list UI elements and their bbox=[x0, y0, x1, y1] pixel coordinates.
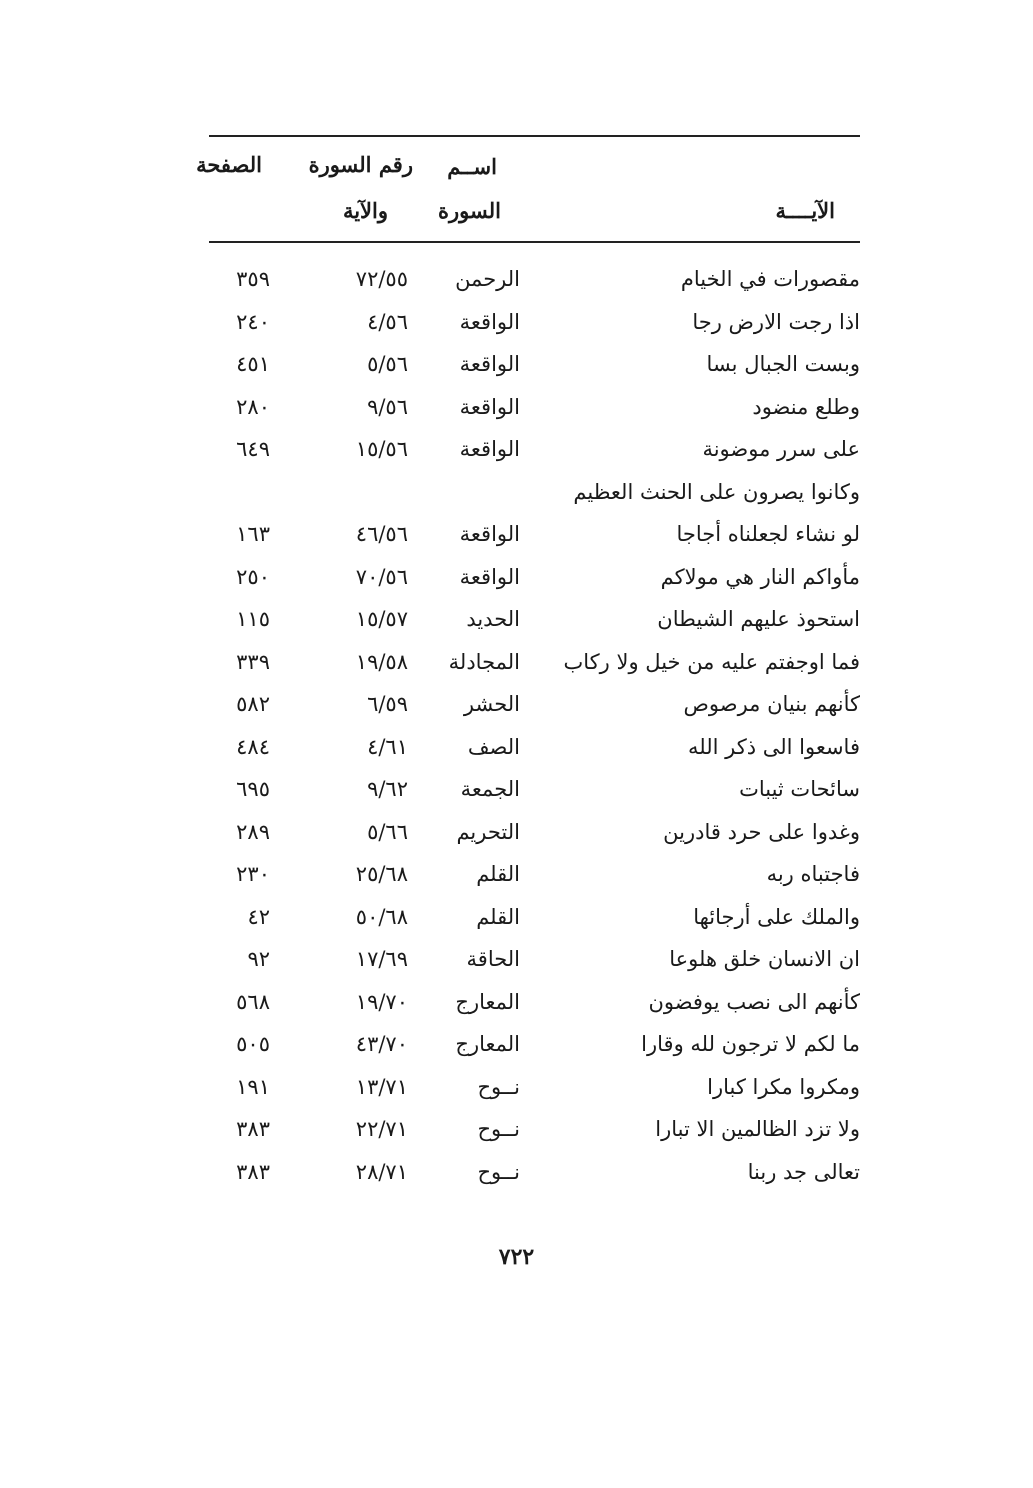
page-cell: ٣٣٩ bbox=[236, 649, 270, 674]
table-row bbox=[209, 602, 860, 636]
ayah-cell: استحوذ عليهم الشيطان bbox=[657, 607, 860, 631]
page-cell: ٦٤٩ bbox=[236, 437, 270, 461]
header-ref-line1: رقم السورة bbox=[308, 152, 413, 177]
table-row bbox=[209, 1027, 860, 1061]
ref-cell: ١٩/٥٨ bbox=[355, 649, 408, 674]
table-row bbox=[209, 687, 860, 721]
table-row bbox=[209, 815, 860, 849]
ref-cell: ١٥/٥٧ bbox=[355, 607, 408, 631]
page-cell: ٢٥٠ bbox=[236, 564, 270, 589]
surah-cell: الحديد bbox=[466, 607, 520, 631]
surah-cell: نــوح bbox=[477, 1159, 520, 1184]
ayah-cell: وبست الجبال بسا bbox=[706, 352, 860, 376]
table-row bbox=[209, 517, 860, 551]
ref-cell: ٧٢/٥٥ bbox=[355, 267, 408, 291]
surah-cell: الصف bbox=[467, 734, 520, 759]
table-row bbox=[209, 900, 860, 934]
ayah-cell: مأواكم النار هي مولاكم bbox=[660, 564, 860, 589]
ref-cell: ٢٥/٦٨ bbox=[355, 862, 408, 886]
table-row bbox=[209, 390, 860, 424]
table-row bbox=[209, 985, 860, 1019]
ayah-cell: ومكروا مكرا كبارا bbox=[707, 1074, 860, 1099]
page-cell: ٣٨٣ bbox=[236, 1117, 270, 1141]
table-row bbox=[209, 560, 860, 594]
table-row bbox=[209, 730, 860, 764]
header-ref-line2: والآية bbox=[342, 198, 388, 223]
page-cell: ٣٨٣ bbox=[236, 1159, 270, 1184]
ayah-cell: كأنهم بنيان مرصوص bbox=[683, 692, 860, 716]
ref-cell: ١٥/٥٦ bbox=[355, 437, 408, 461]
ayah-cell: وطلع منضود bbox=[752, 394, 860, 419]
header-surah-line1: اســم bbox=[447, 154, 497, 179]
surah-cell: المعارج bbox=[455, 989, 520, 1014]
header-surah-line2: السورة bbox=[438, 198, 501, 223]
page-cell: ٩٢ bbox=[247, 947, 270, 971]
surah-cell: الواقعة bbox=[459, 352, 520, 376]
ref-cell: ٥/٦٦ bbox=[367, 819, 408, 844]
ref-cell: ١٣/٧١ bbox=[355, 1074, 408, 1099]
ayah-cell: ولا تزد الظالمين الا تبارا bbox=[655, 1117, 860, 1141]
page-cell: ٢٨٠ bbox=[236, 394, 270, 419]
ref-cell: ١٩/٧٠ bbox=[355, 989, 408, 1014]
ref-cell: ١٧/٦٩ bbox=[355, 947, 408, 971]
surah-cell: المجادلة bbox=[448, 649, 520, 674]
surah-cell: الجمعة bbox=[460, 777, 520, 801]
ref-cell: ٤/٥٦ bbox=[367, 309, 408, 334]
ref-cell: ٥/٥٦ bbox=[367, 352, 408, 376]
table-row bbox=[209, 857, 860, 891]
ayah-cell: كأنهم الى نصب يوفضون bbox=[648, 989, 860, 1014]
page-cell: ٦٩٥ bbox=[236, 777, 270, 801]
table-row bbox=[209, 305, 860, 339]
page-cell: ٢٨٩ bbox=[236, 819, 270, 844]
table-row bbox=[209, 1112, 860, 1146]
surah-cell: نــوح bbox=[477, 1117, 520, 1141]
page-cell: ٤٢ bbox=[247, 904, 270, 929]
ayah-cell: وغدوا على حرد قادرين bbox=[663, 819, 860, 844]
ref-cell: ٦/٥٩ bbox=[367, 692, 408, 716]
page-cell: ١٦٣ bbox=[236, 522, 270, 546]
header-page: الصفحة bbox=[196, 152, 262, 177]
ref-cell: ٩/٦٢ bbox=[367, 777, 408, 801]
ref-cell: ٥٠/٦٨ bbox=[355, 904, 408, 929]
table-row bbox=[209, 772, 860, 806]
page-cell: ٤٥١ bbox=[236, 352, 270, 376]
table-row bbox=[209, 942, 860, 976]
page-cell: ٥٨٢ bbox=[236, 692, 270, 716]
surah-cell: نــوح bbox=[477, 1074, 520, 1099]
ayah-cell: ما لكم لا ترجون لله وقارا bbox=[641, 1032, 860, 1056]
page-cell: ٣٥٩ bbox=[236, 267, 270, 291]
table-row bbox=[209, 645, 860, 679]
surah-cell: القلم bbox=[476, 904, 520, 929]
ref-cell: ٢٢/٧١ bbox=[355, 1117, 408, 1141]
page-cell: ٢٣٠ bbox=[236, 862, 270, 886]
table-row bbox=[209, 432, 860, 466]
header-rule bbox=[209, 241, 860, 243]
surah-cell: الرحمن bbox=[455, 267, 520, 291]
ayah-cell: والملك على أرجائها bbox=[693, 904, 860, 929]
ayah-cell: تعالى جد ربنا bbox=[747, 1159, 860, 1184]
ref-cell: ٩/٥٦ bbox=[367, 394, 408, 419]
surah-cell: الواقعة bbox=[459, 309, 520, 334]
page-cell: ٢٤٠ bbox=[236, 309, 270, 334]
ref-cell: ٢٨/٧١ bbox=[355, 1159, 408, 1184]
table-row bbox=[209, 1070, 860, 1104]
ref-cell: ٧٠/٥٦ bbox=[355, 564, 408, 589]
ayah-cell: وكانوا يصرون على الحنث العظيم bbox=[573, 479, 860, 504]
page-cell: ٥٠٥ bbox=[236, 1032, 270, 1056]
surah-cell: القلم bbox=[476, 862, 520, 886]
top-rule bbox=[209, 135, 860, 137]
ayah-cell: اذا رجت الارض رجا bbox=[692, 309, 860, 334]
surah-cell: التحريم bbox=[456, 819, 520, 844]
surah-cell: الحشر bbox=[463, 692, 520, 716]
table-row bbox=[209, 347, 860, 381]
surah-cell: الواقعة bbox=[459, 564, 520, 589]
header-ayah: الآيــــة bbox=[775, 198, 835, 223]
surah-cell: الحاقة bbox=[466, 947, 520, 971]
page-cell: ١٩١ bbox=[236, 1074, 270, 1099]
ref-cell: ٤٦/٥٦ bbox=[355, 522, 408, 546]
ayah-cell: سائحات ثيبات bbox=[739, 777, 860, 801]
ayah-cell: فاسعوا الى ذكر الله bbox=[688, 734, 860, 759]
page-number: ٧٢٢ bbox=[498, 1244, 535, 1270]
ayah-cell: فاجتباه ربه bbox=[766, 862, 860, 886]
table-row bbox=[209, 1155, 860, 1189]
ayah-cell: فما اوجفتم عليه من خيل ولا ركاب bbox=[563, 649, 860, 674]
ayah-cell: مقصورات في الخيام bbox=[680, 267, 860, 291]
surah-cell: المعارج bbox=[455, 1032, 520, 1056]
ref-cell: ٤/٦١ bbox=[367, 734, 408, 759]
table-row bbox=[209, 475, 860, 509]
page-cell: ٤٨٤ bbox=[236, 734, 270, 759]
surah-cell: الواقعة bbox=[459, 522, 520, 546]
page-cell: ١١٥ bbox=[236, 607, 270, 631]
surah-cell: الواقعة bbox=[459, 437, 520, 461]
ayah-cell: على سرر موضونة bbox=[702, 437, 860, 461]
ayah-cell: لو نشاء لجعلناه أجاجا bbox=[676, 522, 860, 546]
surah-cell: الواقعة bbox=[459, 394, 520, 419]
table-row bbox=[209, 262, 860, 296]
ayah-cell: ان الانسان خلق هلوعا bbox=[669, 947, 860, 971]
page-cell: ٥٦٨ bbox=[236, 989, 270, 1014]
ref-cell: ٤٣/٧٠ bbox=[355, 1032, 408, 1056]
